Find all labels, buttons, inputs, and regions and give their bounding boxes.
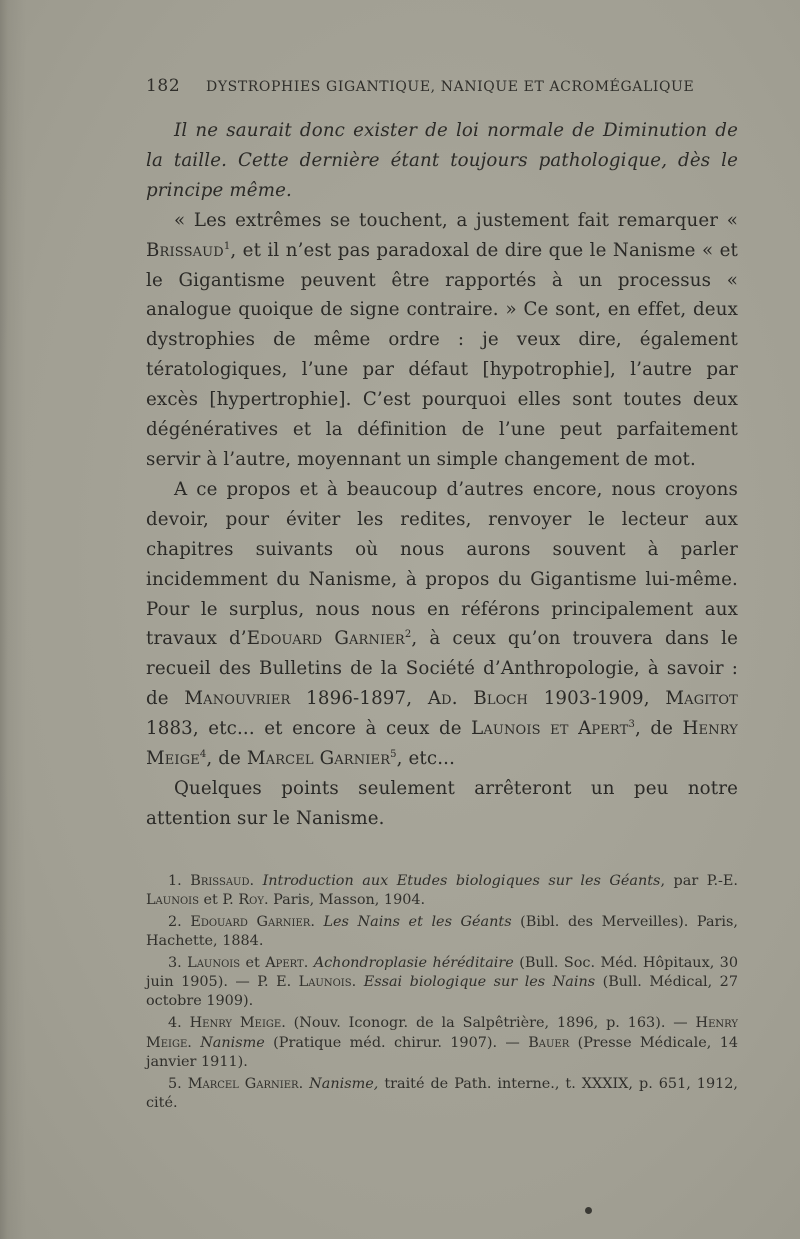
footnote-5 [146, 1075, 738, 1113]
book-page [146, 76, 738, 1116]
text-run: . (Nouv. Iconogr. de la Salpêtrière, 1896, p. 163). — [281, 1015, 696, 1032]
text-run: traité de Path. interne., t. XXXIX, p. 651, 1912, cité. [146, 1075, 739, 1111]
footnote-2 [146, 913, 738, 951]
footnote-author: Bauer [528, 1034, 570, 1051]
footnote-1 [146, 872, 738, 910]
author-manouvrier: Manouvrier [184, 688, 291, 710]
text-run: « Les extrêmes se touchent, a justement fait remarquer « [174, 209, 738, 231]
paragraph-4: Quelques points seulement arrêteront un peu notre attention sur le Nanisme. [146, 777, 738, 829]
footnote-number: 5. [168, 1075, 188, 1092]
text-run: , et il n’est pas paradoxal de dire que le Nanisme « et le Gigantisme peuvent être rapportés à un processus « analogue quoique de signe contraire. » Ce sont, en effet, deux dystrophies de même ordre : je veux dire, également tératologiques, l’une par défaut [hypotrophie], l’autre par excès [hypertrophie]. C’est pourquoi elles sont toutes deux dégénératives et la définition de l’une peut parfaitement servir à l’autre, moyennant un simple changement de mot. [146, 239, 738, 470]
footnote-number: 3. [168, 955, 188, 972]
text-run: , etc... [396, 748, 456, 770]
running-header [146, 76, 738, 102]
text-run: . [351, 974, 364, 991]
text-run: A ce propos et à beaucoup d’autres encore, nous croyons devoir, pour éviter les redites, renvoyer le lecteur aux chapitres suivants où nous aurons souvent à parler incidemment du Nanisme, à propos du Gigantisme lui-même. Pour le surplus, nous nous en référons principalement aux travaux d’ [146, 478, 738, 650]
footnote-3 [146, 954, 738, 1011]
footnote-ref-3: 3 [628, 719, 635, 731]
text-run: et [240, 955, 266, 972]
footnote-number: 4. [168, 1015, 190, 1032]
running-title: DYSTROPHIES GIGANTIQUE, NANIQUE ET ACROMÉGALIQUE [206, 79, 695, 95]
footnote-author: Henry Meige [189, 1015, 282, 1032]
footnote-author: P.-E. Launois [146, 872, 738, 908]
paragraph-1: Il ne saurait donc exister de loi normale de Diminution de la taille. Cette dernière étant toujours pathologique, dès le principe même. [146, 120, 738, 201]
ink-speck [585, 1207, 592, 1214]
text-run: (Bull. Soc. Méd. Hôpitaux, 30 juin 1905). — [146, 955, 738, 991]
footnotes [146, 872, 738, 1113]
footnote-author: Marcel Garnier [187, 1075, 299, 1092]
footnote-number: 2. [168, 913, 191, 930]
footnote-work-title: Essai biologique sur les Nains [363, 974, 596, 991]
text-run: 1883, etc... et encore à ceux de [146, 718, 472, 740]
footnote-number: 1. [168, 872, 191, 889]
main-text [146, 116, 738, 834]
author-edouard-garnier: Edouard Garnier [246, 628, 405, 650]
author-bloch: Ad. Bloch [427, 688, 529, 710]
footnote-author: Henry Meige [146, 1015, 738, 1051]
footnote-ref-2: 2 [404, 629, 412, 641]
text-run: . [187, 1034, 201, 1051]
footnote-ref-4: 4 [199, 748, 207, 760]
text-run: (Presse Médicale, 14 janvier 1911). [146, 1034, 739, 1070]
text-run: . [249, 872, 263, 889]
footnote-work-title: Nanisme [200, 1034, 265, 1051]
text-run: . [298, 1075, 310, 1092]
footnote-work-title: Les Nains et les Géants [323, 913, 512, 930]
footnote-author: Edouard Garnier [190, 913, 311, 930]
text-run: . Paris, Masson, 1904. [263, 891, 426, 908]
footnote-author: P. E. Launois [257, 974, 352, 991]
text-run: (Pratique méd. chirur. 1907). — [264, 1034, 529, 1051]
author-launois-apert: Launois et Apert [471, 718, 629, 740]
author-marcel-garnier: Marcel Garnier [246, 748, 391, 770]
footnote-ref-5: 5 [390, 748, 397, 760]
text-run: , par [660, 872, 707, 889]
paragraph-2 [146, 206, 738, 475]
text-run: (Bibl. des Merveilles). Paris, Hachette, 1884. [146, 913, 738, 950]
author-brissaud: Brissaud [146, 239, 224, 261]
paragraph-3 [146, 475, 738, 774]
footnote-author: Launois [187, 955, 241, 972]
footnote-work-title: Introduction aux Etudes biologiques sur les Géants [262, 872, 661, 889]
text-run: , de [634, 718, 683, 740]
text-run: . [303, 955, 314, 972]
author-magitot: Magitot [665, 688, 738, 710]
text-run: . [310, 913, 324, 930]
text-run: et [198, 891, 223, 908]
text-run: 1903-1909, [528, 688, 666, 710]
text-run: 1896-1897, [290, 688, 428, 710]
footnote-work-title: Nanisme, [309, 1075, 379, 1092]
text-run: , à ceux qu’on trouvera dans le recueil des Bulletins de la Société d’Anthropologie, à savoir : de [146, 628, 738, 710]
footnote-author: Apert [265, 955, 304, 972]
page-number: 182 [146, 76, 181, 96]
footnote-author: Brissaud [190, 872, 250, 889]
footnote-author: P. Roy [222, 891, 264, 908]
text-run: , de [206, 748, 247, 770]
footnote-work-title: Achondroplasie héréditaire [313, 955, 514, 972]
author-henry-meige: Henry Meige [146, 718, 738, 770]
text-run: (Bull. Médical, 27 octobre 1909). [146, 974, 738, 1010]
footnote-ref-1: 1 [223, 240, 231, 252]
footnote-4 [146, 1014, 738, 1071]
